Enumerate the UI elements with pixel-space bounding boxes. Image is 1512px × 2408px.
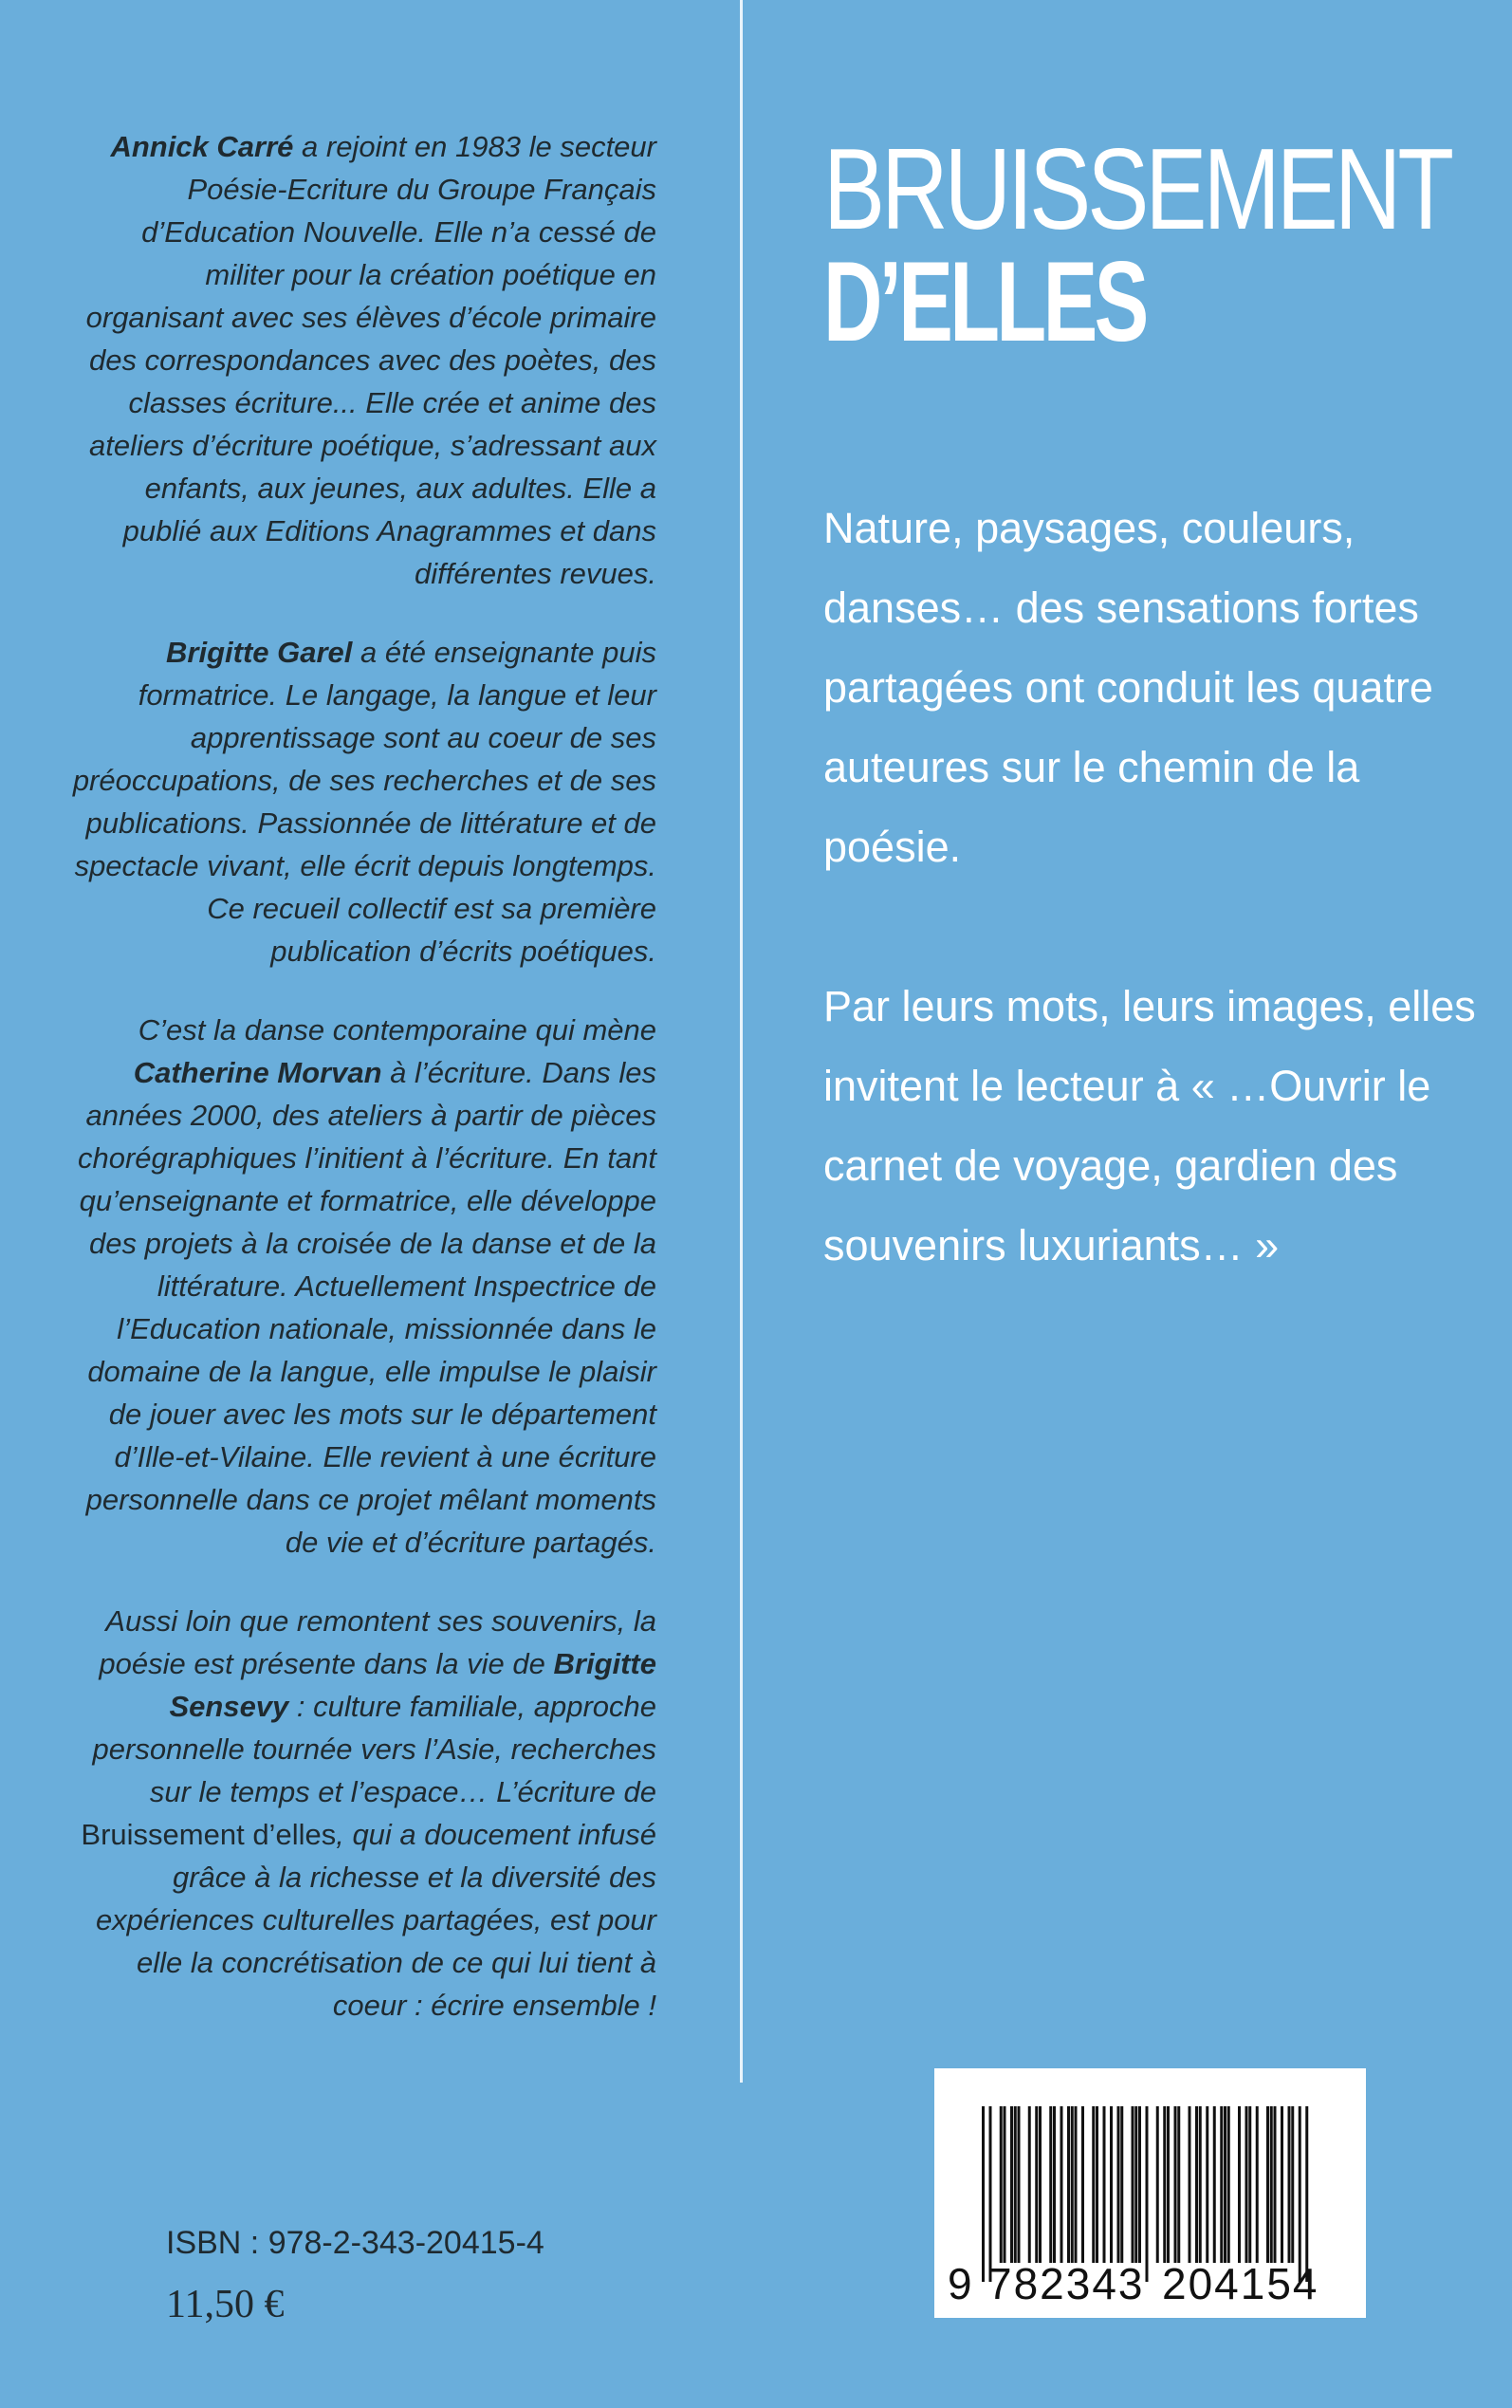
barcode-bar [1299,2106,1301,2282]
barcode-bar [1000,2106,1003,2263]
price: 11,50 € [166,2283,285,2326]
barcode-bar [1288,2106,1291,2263]
barcode-bar [1224,2106,1226,2263]
barcode-bar [1248,2106,1251,2263]
barcode-bar [982,2106,985,2282]
author-name: Catherine Morvan [133,1056,382,1089]
barcode-bar [1075,2106,1078,2263]
bio-text: à l’écriture. Dans les années 2000, des ateliers à partir de pièces chorégraphiques l’initient à l’écriture. En tant qu’enseignante et formatrice, elle développe des projets à la croisée de la danse et de la littérature. Actuellement Inspectrice de l’Education nationale, missionnée dans le domaine de la langue, elle impulse le plaisir de jouer avec les mots sur le département d’Ille-et-Vilaine. Elle revient à une écriture personnelle dans ce projet mêlant moments de vie et d’écriture partagés. [77,1056,656,1559]
barcode-bar [1134,2106,1137,2263]
author-name: Annick Carré [110,130,294,163]
barcode-bar [1195,2106,1198,2263]
barcode-bar [1120,2106,1123,2263]
barcode-bar [1274,2106,1277,2263]
barcode-bar [1049,2106,1052,2263]
barcode-bar [1028,2106,1031,2263]
book-title-line1: BRUISSEMENT [823,124,1450,253]
bio-text: , qui a doucement infusé grâce à la richesse et la diversité des expériences culturelles partagées, est pour elle la concrétisation de ce qui lui tient à coeur : écrire ensemble ! [95,1818,656,2022]
barcode-bar [1167,2106,1170,2263]
bio-brigitte-sensevy [66,1600,656,2027]
barcode-bar [1132,2106,1134,2263]
barcode-bar [1018,2106,1021,2263]
barcode-bar [1305,2106,1308,2282]
bio-text: a été enseignante puis formatrice. Le langage, la langue et leur apprentissage sont au coeur de ses préoccupations, de ses recherches et de ses publications. Passionnée de littérature et de spectacle vivant, elle écrit depuis longtemps. Ce recueil collectif est sa première publication d’écrits poétiques. [72,636,656,968]
barcode-bar [1096,2106,1098,2263]
barcode-bar [1156,2106,1159,2263]
book-title-inline: Bruissement d’elles [81,1818,337,1851]
barcode-bar [1163,2106,1166,2263]
barcode-bar [1039,2106,1042,2263]
barcode-bar [1227,2106,1230,2263]
isbn-text: ISBN : 978-2-343-20415-4 [166,2225,544,2261]
author-bios [66,125,656,2063]
bio-text: : culture familiale, approche personnelle tournée vers l’Asie, recherches sur le temps et l’espace… L’écriture de [92,1690,656,1808]
barcode-bar [1053,2106,1056,2263]
barcode-bar [1067,2106,1070,2263]
barcode-bar [1010,2106,1013,2263]
barcode-bar [1189,2106,1191,2263]
barcode-bar [1220,2106,1223,2263]
bio-text: a rejoint en 1983 le secteur Poésie-Ecriture du Groupe Français d’Education Nouvelle. Elle n’a cessé de militer pour la création poétique en organisant avec ses élèves d’école primaire des correspondances avec des poètes, des classes écriture... Elle crée et anime des ateliers d’écriture poétique, s’adressant aux enfants, aux jeunes, aux adultes. Elle a publié aux Editions Anagrammes et dans différentes revues. [85,130,656,590]
barcode-bar [989,2106,992,2282]
barcode-bar [1071,2106,1074,2263]
bio-catherine-morvan [66,1009,656,1564]
barcode-bar [1245,2106,1248,2263]
barcode-bar [1081,2106,1084,2263]
bio-text: C’est la danse contemporaine qui mène [138,1013,656,1047]
barcode-bar [1117,2106,1120,2263]
barcode-bar [1014,2106,1017,2263]
blurb-paragraph-1: Nature, paysages, couleurs, danses… des sensations fortes partagées ont conduit les quatre auteures sur le chemin de la poésie. [823,504,1433,871]
barcode-bar [1238,2106,1241,2263]
column-divider [740,0,743,2083]
bio-brigitte-garel [66,631,656,972]
bio-annick-carre [66,125,656,595]
barcode-bar [1092,2106,1095,2263]
barcode-bar [1103,2106,1106,2263]
book-title-line2: D’ELLES [823,238,1146,365]
barcode-bar [1035,2106,1038,2263]
barcode-bar [1138,2106,1141,2263]
barcode-bar [1270,2106,1273,2263]
barcode-bar [1060,2106,1063,2263]
back-cover-blurb [823,489,1478,1365]
barcode-bar [1110,2106,1113,2263]
barcode-bar [1199,2106,1202,2263]
bio-text: Aussi loin que remontent ses souvenirs, la poésie est présente dans la vie de [99,1604,656,1680]
barcode-first-digit: 9 [948,2259,972,2308]
author-name: Brigitte Garel [166,636,353,669]
barcode-group-1: 782343 [987,2259,1145,2308]
barcode-bar [1291,2106,1294,2263]
author-name: Brigitte Sensevy [169,1647,656,1723]
barcode-bar [1004,2106,1006,2263]
barcode-bar [1281,2106,1283,2263]
barcode-bar [1213,2106,1216,2263]
barcode-bar [1266,2106,1269,2263]
barcode-bar [1206,2106,1208,2263]
isbn-barcode [934,2068,1366,2318]
barcode-bar [1177,2106,1180,2263]
barcode-bar [1256,2106,1259,2263]
barcode-bar [1174,2106,1177,2263]
barcode-bar [1146,2106,1149,2282]
barcode-group-2: 204154 [1162,2259,1319,2308]
blurb-paragraph-2: Par leurs mots, leurs images, elles invitent le lecteur à « …Ouvrir le carnet de voyage, gardien des souvenirs luxuriants… » [823,982,1476,1269]
